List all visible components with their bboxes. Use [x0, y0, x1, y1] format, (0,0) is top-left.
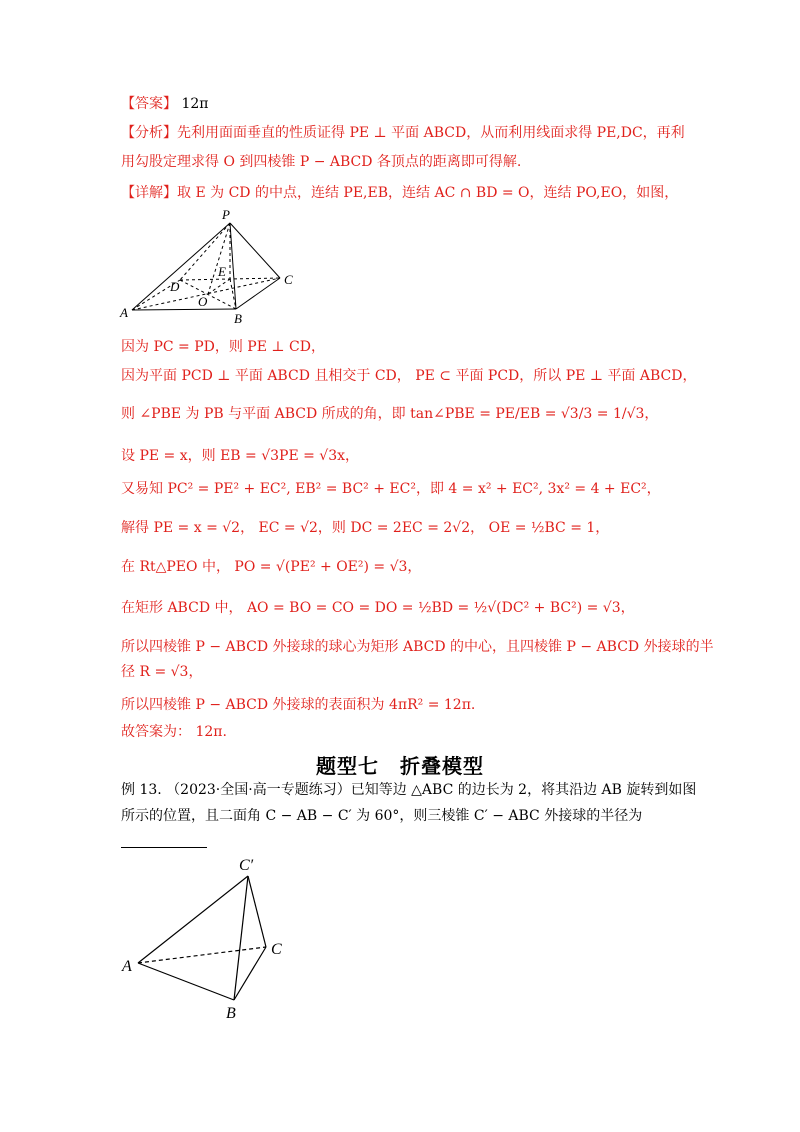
label-A: A — [120, 305, 128, 320]
step-6: 解得 PE = x = √2， EC = √2，则 DC = 2EC = 2√2， OE = ½BC = 1， — [121, 520, 610, 536]
analysis-line-1 — [121, 123, 685, 143]
edge-CpC — [248, 876, 266, 947]
edge-PA — [132, 223, 230, 310]
detail-text-1: 取 E 为 CD 的中点，连结 PE,EB，连结 AC ∩ BD = O，连结 PO,EO，如图， — [177, 185, 679, 201]
edge-CpA — [138, 876, 248, 963]
step-10: 径 R = √3， — [121, 664, 203, 680]
analysis-text-1: 先利用面面垂直的性质证得 PE ⊥ 平面 ABCD，从而利用线面求得 PE,DC，再利 — [177, 125, 685, 141]
edge-PC — [230, 223, 280, 278]
step-11: 所以四棱锥 P − ABCD 外接球的表面积为 4πR² = 12π. — [121, 697, 476, 713]
detail-line-1 — [121, 183, 678, 203]
analysis-label: 【分析】 — [121, 125, 177, 141]
step-9: 所以四棱锥 P − ABCD 外接球的球心为矩形 ABCD 的中心，且四棱锥 P − ABCD 外接球的半 — [121, 639, 714, 655]
label-B: B — [234, 311, 242, 326]
edge-AC — [138, 947, 266, 963]
tetrahedron-figure — [118, 850, 298, 1025]
label-C: C — [271, 941, 282, 958]
section-title: 题型七 折叠模型 — [316, 754, 484, 778]
example-line-2: 所示的位置，且二面角 C − AB − C′ 为 60°，则三棱锥 C′ − ABC 外接球的半径为 — [121, 808, 643, 824]
answer-value: 12π — [181, 96, 209, 112]
step-8: 在矩形 ABCD 中， AO = BO = CO = DO = ½BD = ½√(DC² + BC²) = √3， — [121, 600, 635, 616]
answer-line — [121, 94, 208, 114]
label-P: P — [222, 207, 230, 222]
analysis-line-2: 用勾股定理求得 O 到四棱锥 P − ABCD 各顶点的距离即可得解. — [121, 154, 522, 170]
label-B: B — [226, 1005, 236, 1022]
answer-blank — [121, 847, 207, 848]
label-Cp: C′ — [239, 857, 254, 874]
label-D: D — [170, 279, 180, 294]
edge-DB — [180, 280, 236, 309]
step-4: 设 PE = x，则 EB = √3PE = √3x， — [121, 448, 360, 464]
edge-EO — [208, 279, 230, 294]
label-E: E — [218, 264, 226, 279]
answer-label: 【答案】 — [121, 96, 177, 112]
label-A: A — [122, 958, 132, 975]
step-7: 在 Rt△PEO 中， PO = √(PE² + OE²) = √3， — [121, 559, 422, 575]
step-12: 故答案为： 12π. — [121, 724, 227, 740]
step-3: 则 ∠PBE 为 PB 与平面 ABCD 所成的角，即 tan∠PBE = PE/EB = √3/3 = 1/√3， — [121, 406, 659, 422]
example-line-1: 例 13. （2023·全国·高一专题练习）已知等边 △ABC 的边长为 2，将其沿边 AB 旋转到如图 — [121, 782, 697, 798]
edge-PO — [208, 223, 230, 294]
pyramid-figure — [118, 205, 308, 330]
edge-AB — [132, 309, 236, 310]
step-1: 因为 PC = PD，则 PE ⊥ CD， — [121, 339, 325, 355]
label-O: O — [198, 294, 208, 309]
edge-AB — [138, 963, 234, 1000]
step-5: 又易知 PC² = PE² + EC², EB² = BC² + EC²，即 4 = x² + EC², 3x² = 4 + EC²， — [121, 481, 661, 497]
edge-PB — [230, 223, 236, 309]
detail-label: 【详解】 — [121, 185, 177, 201]
step-2: 因为平面 PCD ⊥ 平面 ABCD 且相交于 CD， PE ⊂ 平面 PCD，所以 PE ⊥ 平面 ABCD， — [121, 368, 697, 384]
label-C: C — [284, 272, 293, 287]
